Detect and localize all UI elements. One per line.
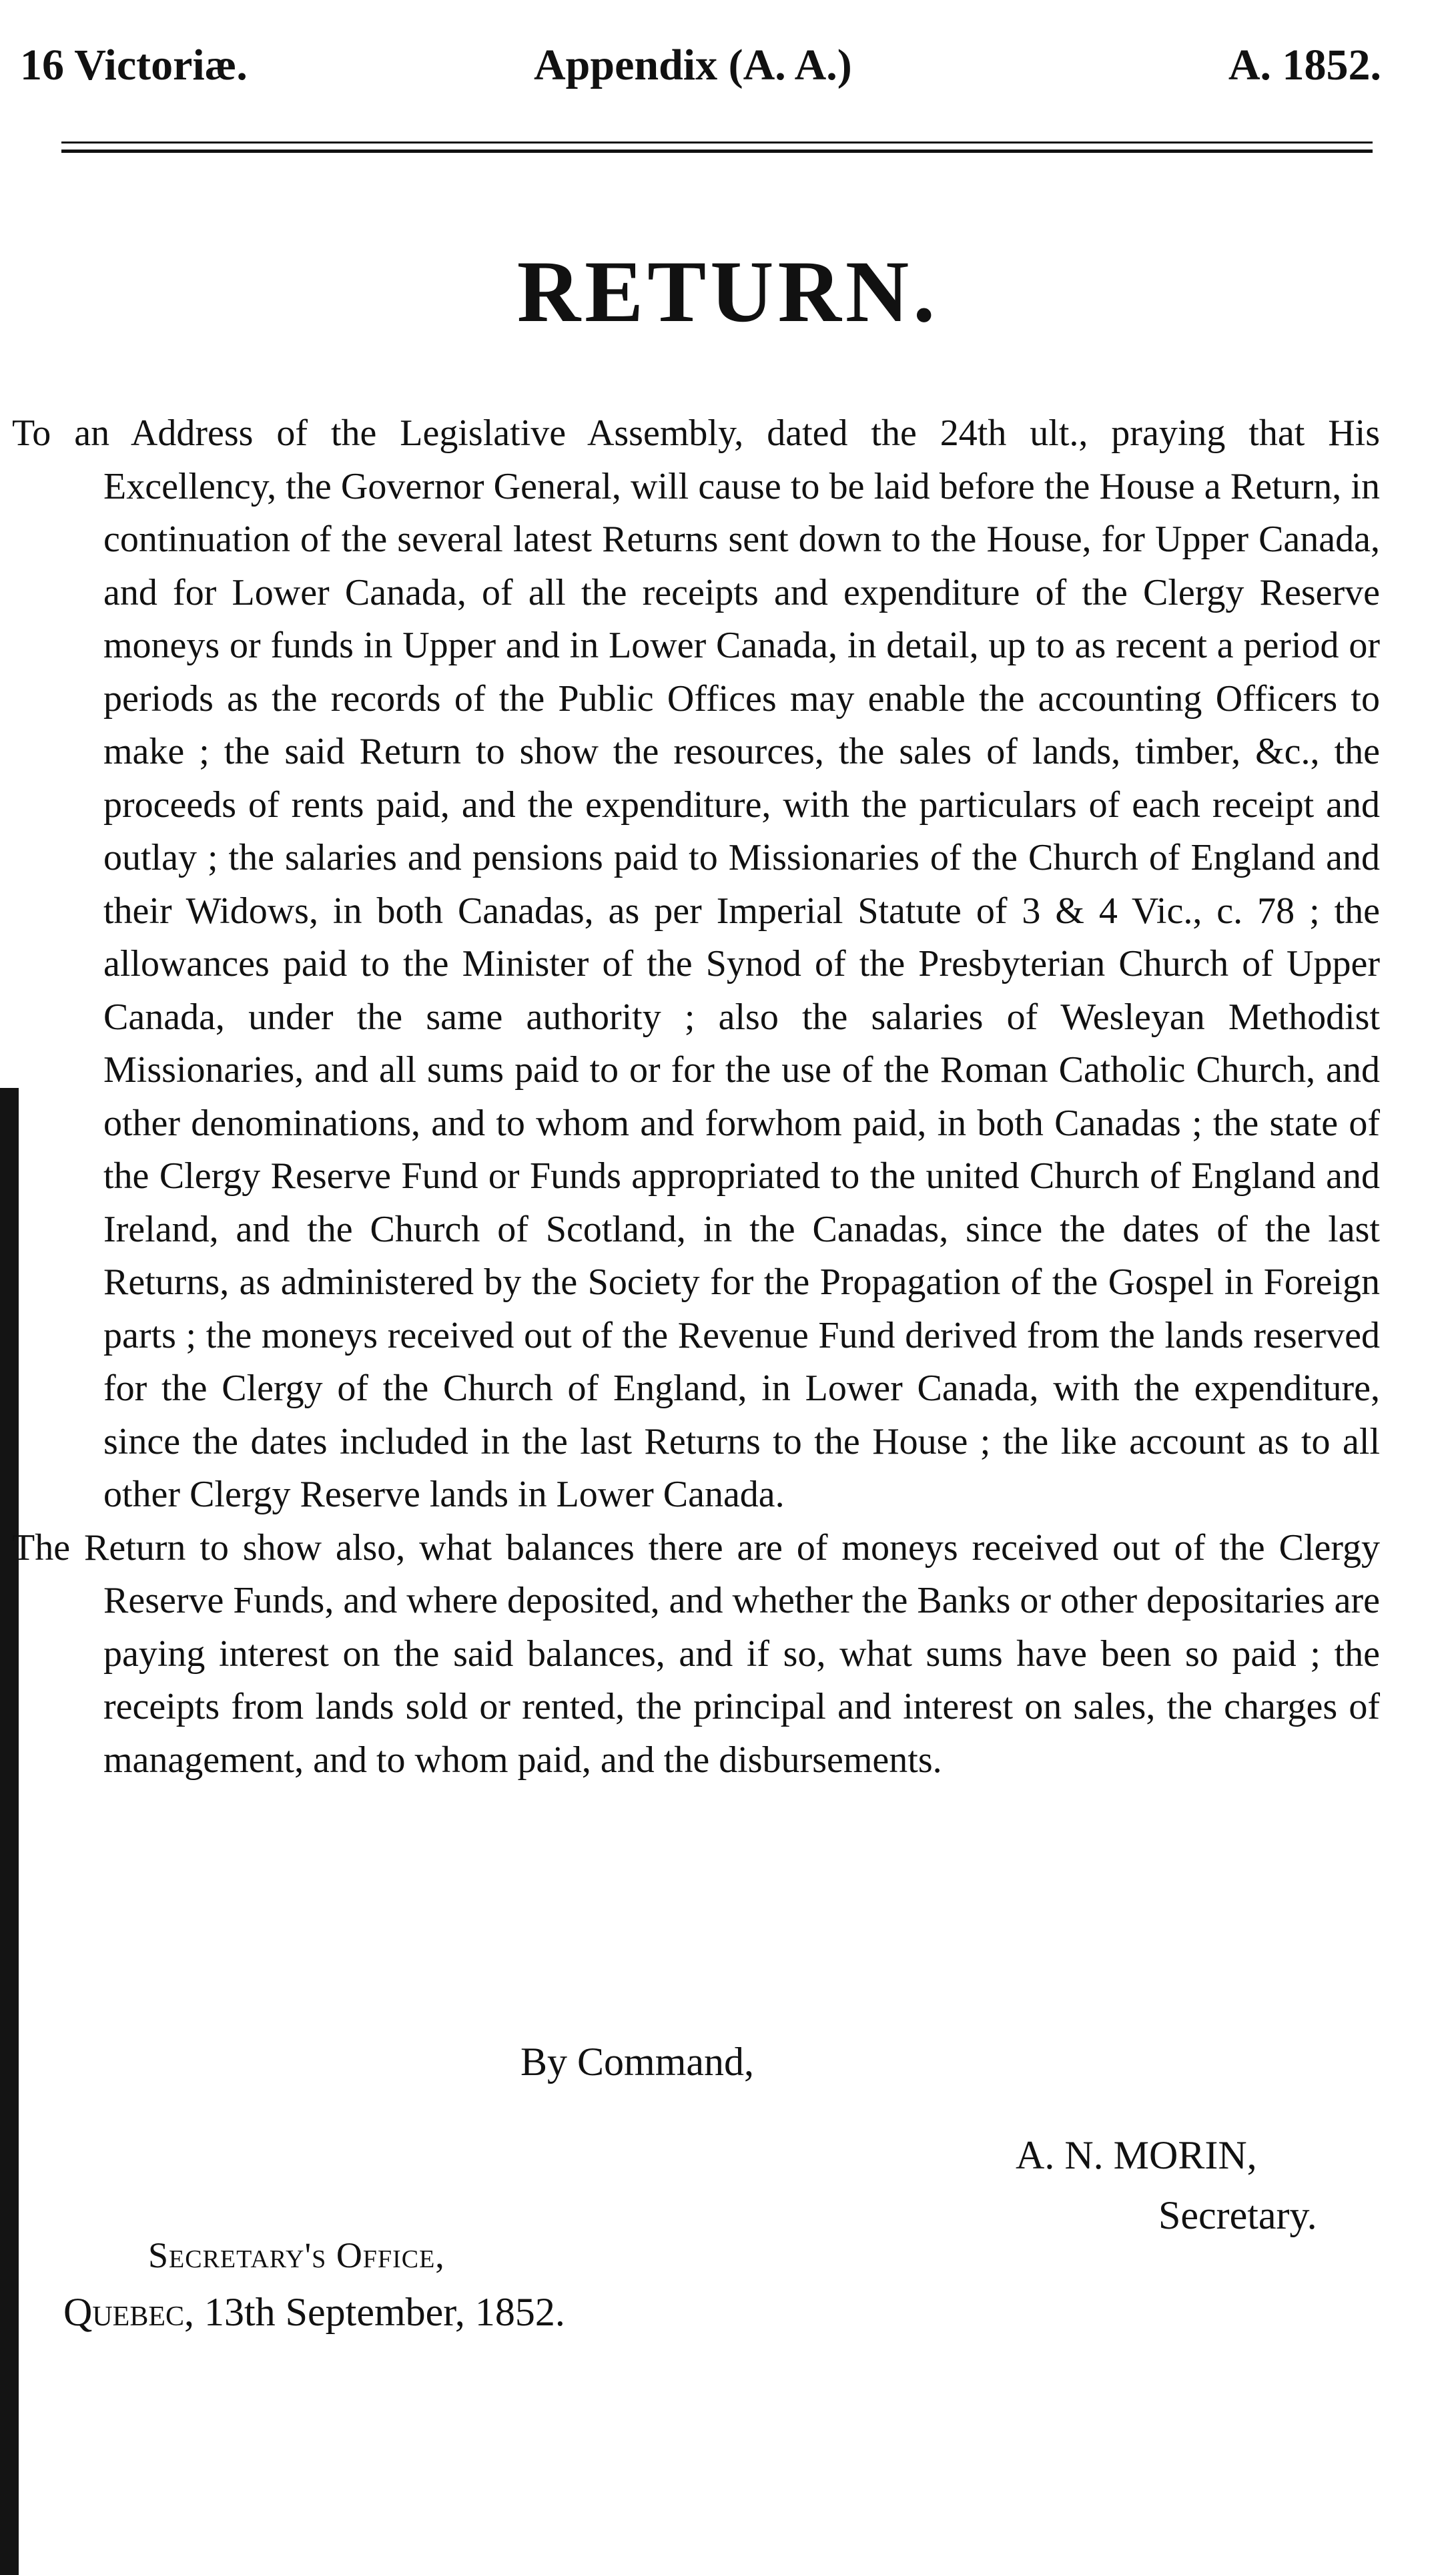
header-appendix: Appendix (A. A.) (534, 41, 852, 89)
place-name: Quebec, (63, 2290, 194, 2334)
office-line: Secretary's Office, (148, 2235, 445, 2275)
page-title: RETURN. (516, 242, 940, 340)
header-rule-thick (61, 150, 1373, 153)
header-session: 16 Victoriæ. (20, 41, 248, 89)
running-header (20, 33, 1381, 107)
place-date-line (63, 2289, 565, 2335)
signatory-name: A. N. MORIN, (1016, 2133, 1257, 2177)
address-paragraph: To an Address of the Legislative Assembly, dated the 24th ult., praying that His Excellency, the Governor General, will cause to be laid before the House a Return, in continuation of the several latest Returns sent down to the House, for Upper Canada, and for Lower Canada, of all the receipts and expenditure of the Clergy Reserve moneys or funds in Upper and in Lower Canada, in detail, up to as recent a period or periods as the records of the Public Offices may enable the accounting Officers to make ; the said Return to show the resources, the sales of lands, timber, &c., the proceeds of rents paid, and the expenditure, with the particulars of each receipt and outlay ; the salaries and pensions paid to Missionaries of the Church of England and their Widows, in both Canadas, as per Imperial Statute of 3 & 4 Vic., c. 78 ; the allowances paid to the Minister of the Synod of the Presbyterian Church of Upper Canada, under the same authority ; also the salaries of Wesleyan Methodist Missionaries, and all sums paid to or for the use of the Roman Catholic Church, and other denominations, and to whom and forwhom paid, in both Canadas ; the state of the Clergy Reserve Fund or Funds appropriated to the united Church of England and Ireland, and the Church of Scotland, in the Canadas, since the dates of the last Returns, as administered by the Society for the Propagation of the Gospel in Foreign parts ; the moneys received out of the Revenue Fund derived from the lands reserved for the Clergy of the Church of England, in Lower Canada, with the expenditure, since the dates included in the last Returns to the House ; the like account as to all other Clergy Reserve lands in Lower Canada. (12, 412, 1380, 1515)
balances-paragraph: The Return to show also, what balances there are of moneys received out of the Clergy Reserve Funds, and where deposited, and whether the Banks or other depositaries are paying interest on the said balances, and if so, what sums have been so paid ; the receipts from lands sold or rented, the principal and interest on sales, the charges of management, and to whom paid, and the disbursements. (12, 1526, 1380, 1781)
issue-date: 13th September, 1852. (194, 2290, 565, 2334)
body-text (12, 407, 1380, 1787)
header-year: A. 1852. (1228, 41, 1381, 89)
signatory-title: Secretary. (1158, 2193, 1317, 2237)
by-command-line: By Command, (520, 2040, 755, 2084)
header-rule-thin (61, 141, 1373, 144)
